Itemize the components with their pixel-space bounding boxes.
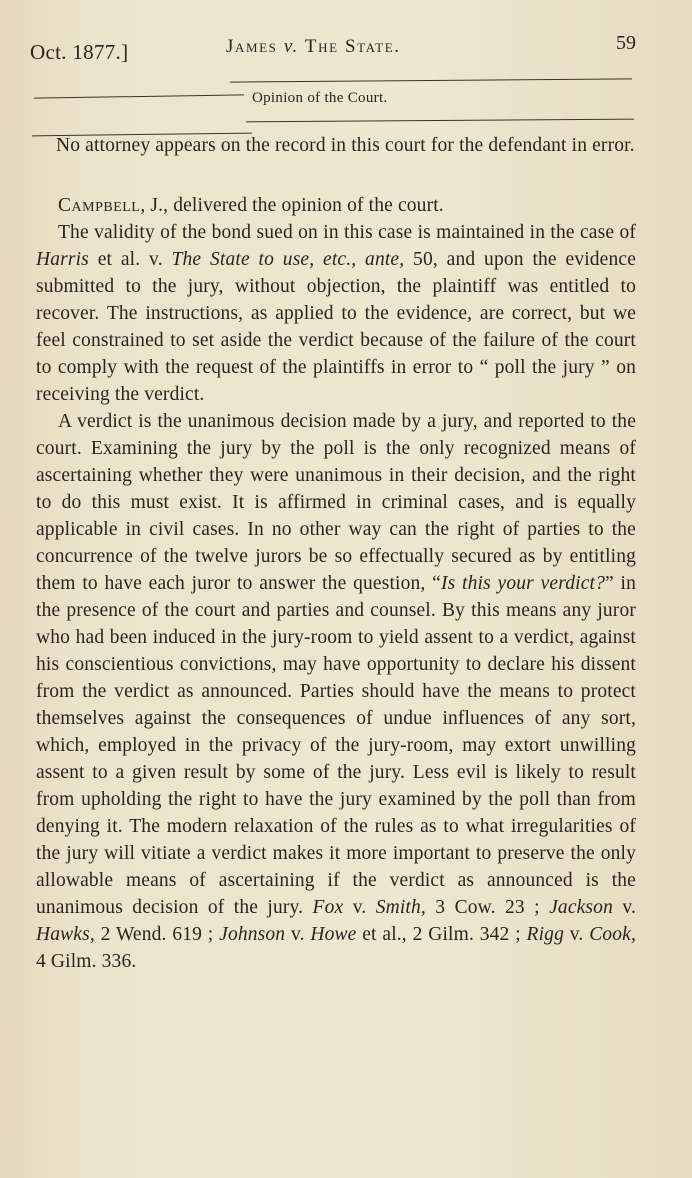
case-title-v: v. [283, 36, 299, 57]
validity-text-c: 50, and upon the evidence submitted to the jury, without objection, the plaintiff was entitled to recover. The instructions, as applied to the evidence, are correct, but we feel constrained to set aside the verdict because of the failure of the court to comply with the request of the plaintiffs in error to “ poll the jury ” on receiving the verdict. [36, 249, 636, 405]
page-number: 59 [616, 32, 636, 54]
paragraph-verdict [36, 408, 636, 975]
citation-v-1: v. [343, 897, 376, 918]
section-subheading: Opinion of the Court. [252, 90, 388, 106]
header-rule-bottom [246, 119, 634, 123]
paragraph-attorney-note: No attorney appears on the record in this court for the defendant in error. [56, 135, 635, 156]
case-title-party1: James [226, 36, 278, 57]
case-title-party2: The State. [304, 36, 401, 57]
paragraph-delivered [36, 192, 636, 219]
citation-rigg: Rigg [526, 924, 564, 945]
case-citation-harris: Harris [36, 249, 89, 270]
verdict-question: Is this your verdict? [440, 573, 605, 594]
citation-v-2: v. [612, 897, 636, 918]
citation-ref-2: 2 Wend. 619 ; [94, 924, 220, 945]
verdict-text-a: A verdict is the unanimous decision made by a jury, and reported to the court. Examining the jury by the poll is the only recognized means of ascertaining whether they were unanimous in their decision, and the right to do this must exist. It is affirmed in criminal cases, and is equally applicable in civil cases. In no other way can the right of parties to the concurrence of the twelve jurors be so effectually secured as by entitling them to have each juror to answer the question, “ [36, 411, 636, 594]
citation-howe: Howe [310, 924, 357, 945]
citation-smith: Smith, [375, 897, 426, 918]
citation-johnson: Johnson [219, 924, 286, 945]
citation-ref-4: 4 Gilm. 336. [36, 951, 137, 972]
citation-ref-1: 3 Cow. 23 ; [425, 897, 550, 918]
delivered-text: , J., delivered the opinion of the court. [140, 195, 444, 216]
case-title [226, 36, 401, 58]
validity-text-a: The validity of the bond sued on in this case is maintained in the case of [58, 222, 636, 243]
citation-v-3: v. [285, 924, 311, 945]
citation-jackson: Jackson [549, 897, 613, 918]
header-rule-top-left [34, 94, 244, 98]
citation-ref-3: et al., 2 Gilm. 342 ; [356, 924, 527, 945]
citation-v-4: v. [563, 924, 590, 945]
header-rule-top [230, 78, 632, 82]
running-head [30, 32, 636, 62]
opinion-body [36, 132, 636, 975]
verdict-text-b: ” in the presence of the court and parties and counsel. By this means any juror who had been induced in the jury-room to yield assent to a verdict, against his conscientious convictions, may have opportunity to declare his dissent from the verdict as announced. Parties should have the means to protect themselves against the consequences of undue influences of any sort, which, employed in the privacy of the jury-room, may extort unwilling assent to a given result by some of the jury. Less evil is likely to result from upholding the right to have the jury examined by the poll than from denying it. The modern relaxation of the rules as to what irregularities of the jury will vitiate a verdict makes it more important to preserve the only allowable means of ascertaining if the verdict as announced is the unanimous decision of the jury. [36, 573, 636, 918]
paragraph-validity [36, 219, 636, 408]
term-date: Oct. 1877.] [30, 40, 129, 64]
validity-text-b: et al. v. [88, 249, 172, 270]
case-citation-state: The State to use, etc., ante, [171, 249, 405, 270]
citation-fox: Fox [312, 897, 344, 918]
citation-hawks: Hawks, [36, 924, 95, 945]
judge-name: Campbell [58, 195, 141, 216]
citation-cook: Cook, [589, 924, 636, 945]
